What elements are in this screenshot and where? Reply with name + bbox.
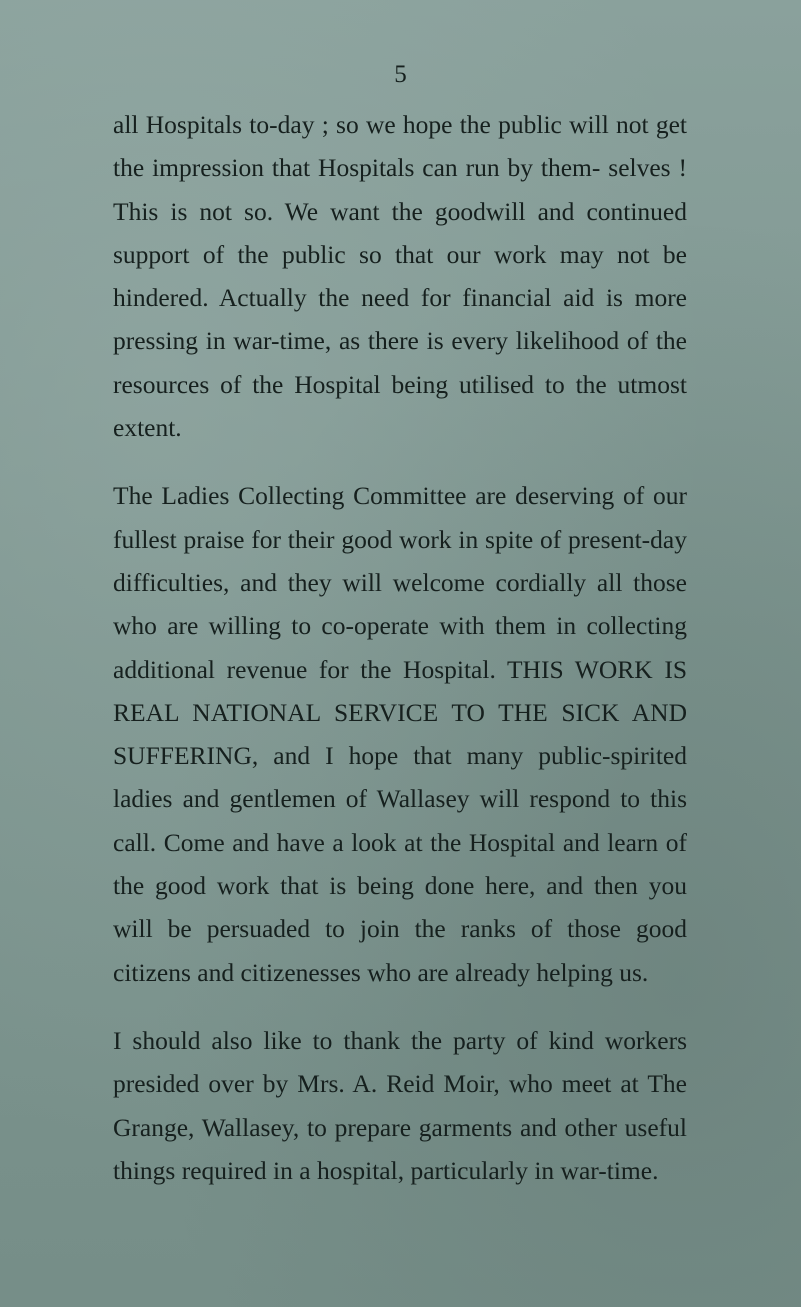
page-number: 5 [394,61,407,88]
paragraph-hospital-support: all Hospitals to-day ; so we hope the public will not get the impression that Hospitals can run by them- selves ! This is not so. We want the goodwill and continued support of the public so that our work may not be hindered. Actually the need for financial aid is more pressing in war-time, as there is every likelihood of the resources of the Hospital being utilised to the utmost extent. [113,110,687,443]
paragraph-thanks-workers: I should also like to thank the party of kind workers presided over by Mrs. A. Reid Moir, who meet at The Grange, Wallasey, to prepare garments and other useful things required in a hospital, particularly in war-time. [113,1025,687,1185]
paragraph-ladies-committee: The Ladies Collecting Committee are deserving of our fullest praise for their good work in spite of present-day difficulties, and they will welcome cordially all those who are willing to co-operate with them in collecting additional revenue for the Hospital. THIS WORK IS REAL NATIONAL SERVICE TO THE SICK AND SUFFERING, and I hope that many public-spirited ladies and gentlemen of Wallasey will respond to this call. Come and have a look at the Hospital and learn of the good work that is being done here, and then you will be persuaded to join the ranks of those good citizens and citizenesses who are already helping us. [113,481,687,987]
body-text [113,103,687,1192]
